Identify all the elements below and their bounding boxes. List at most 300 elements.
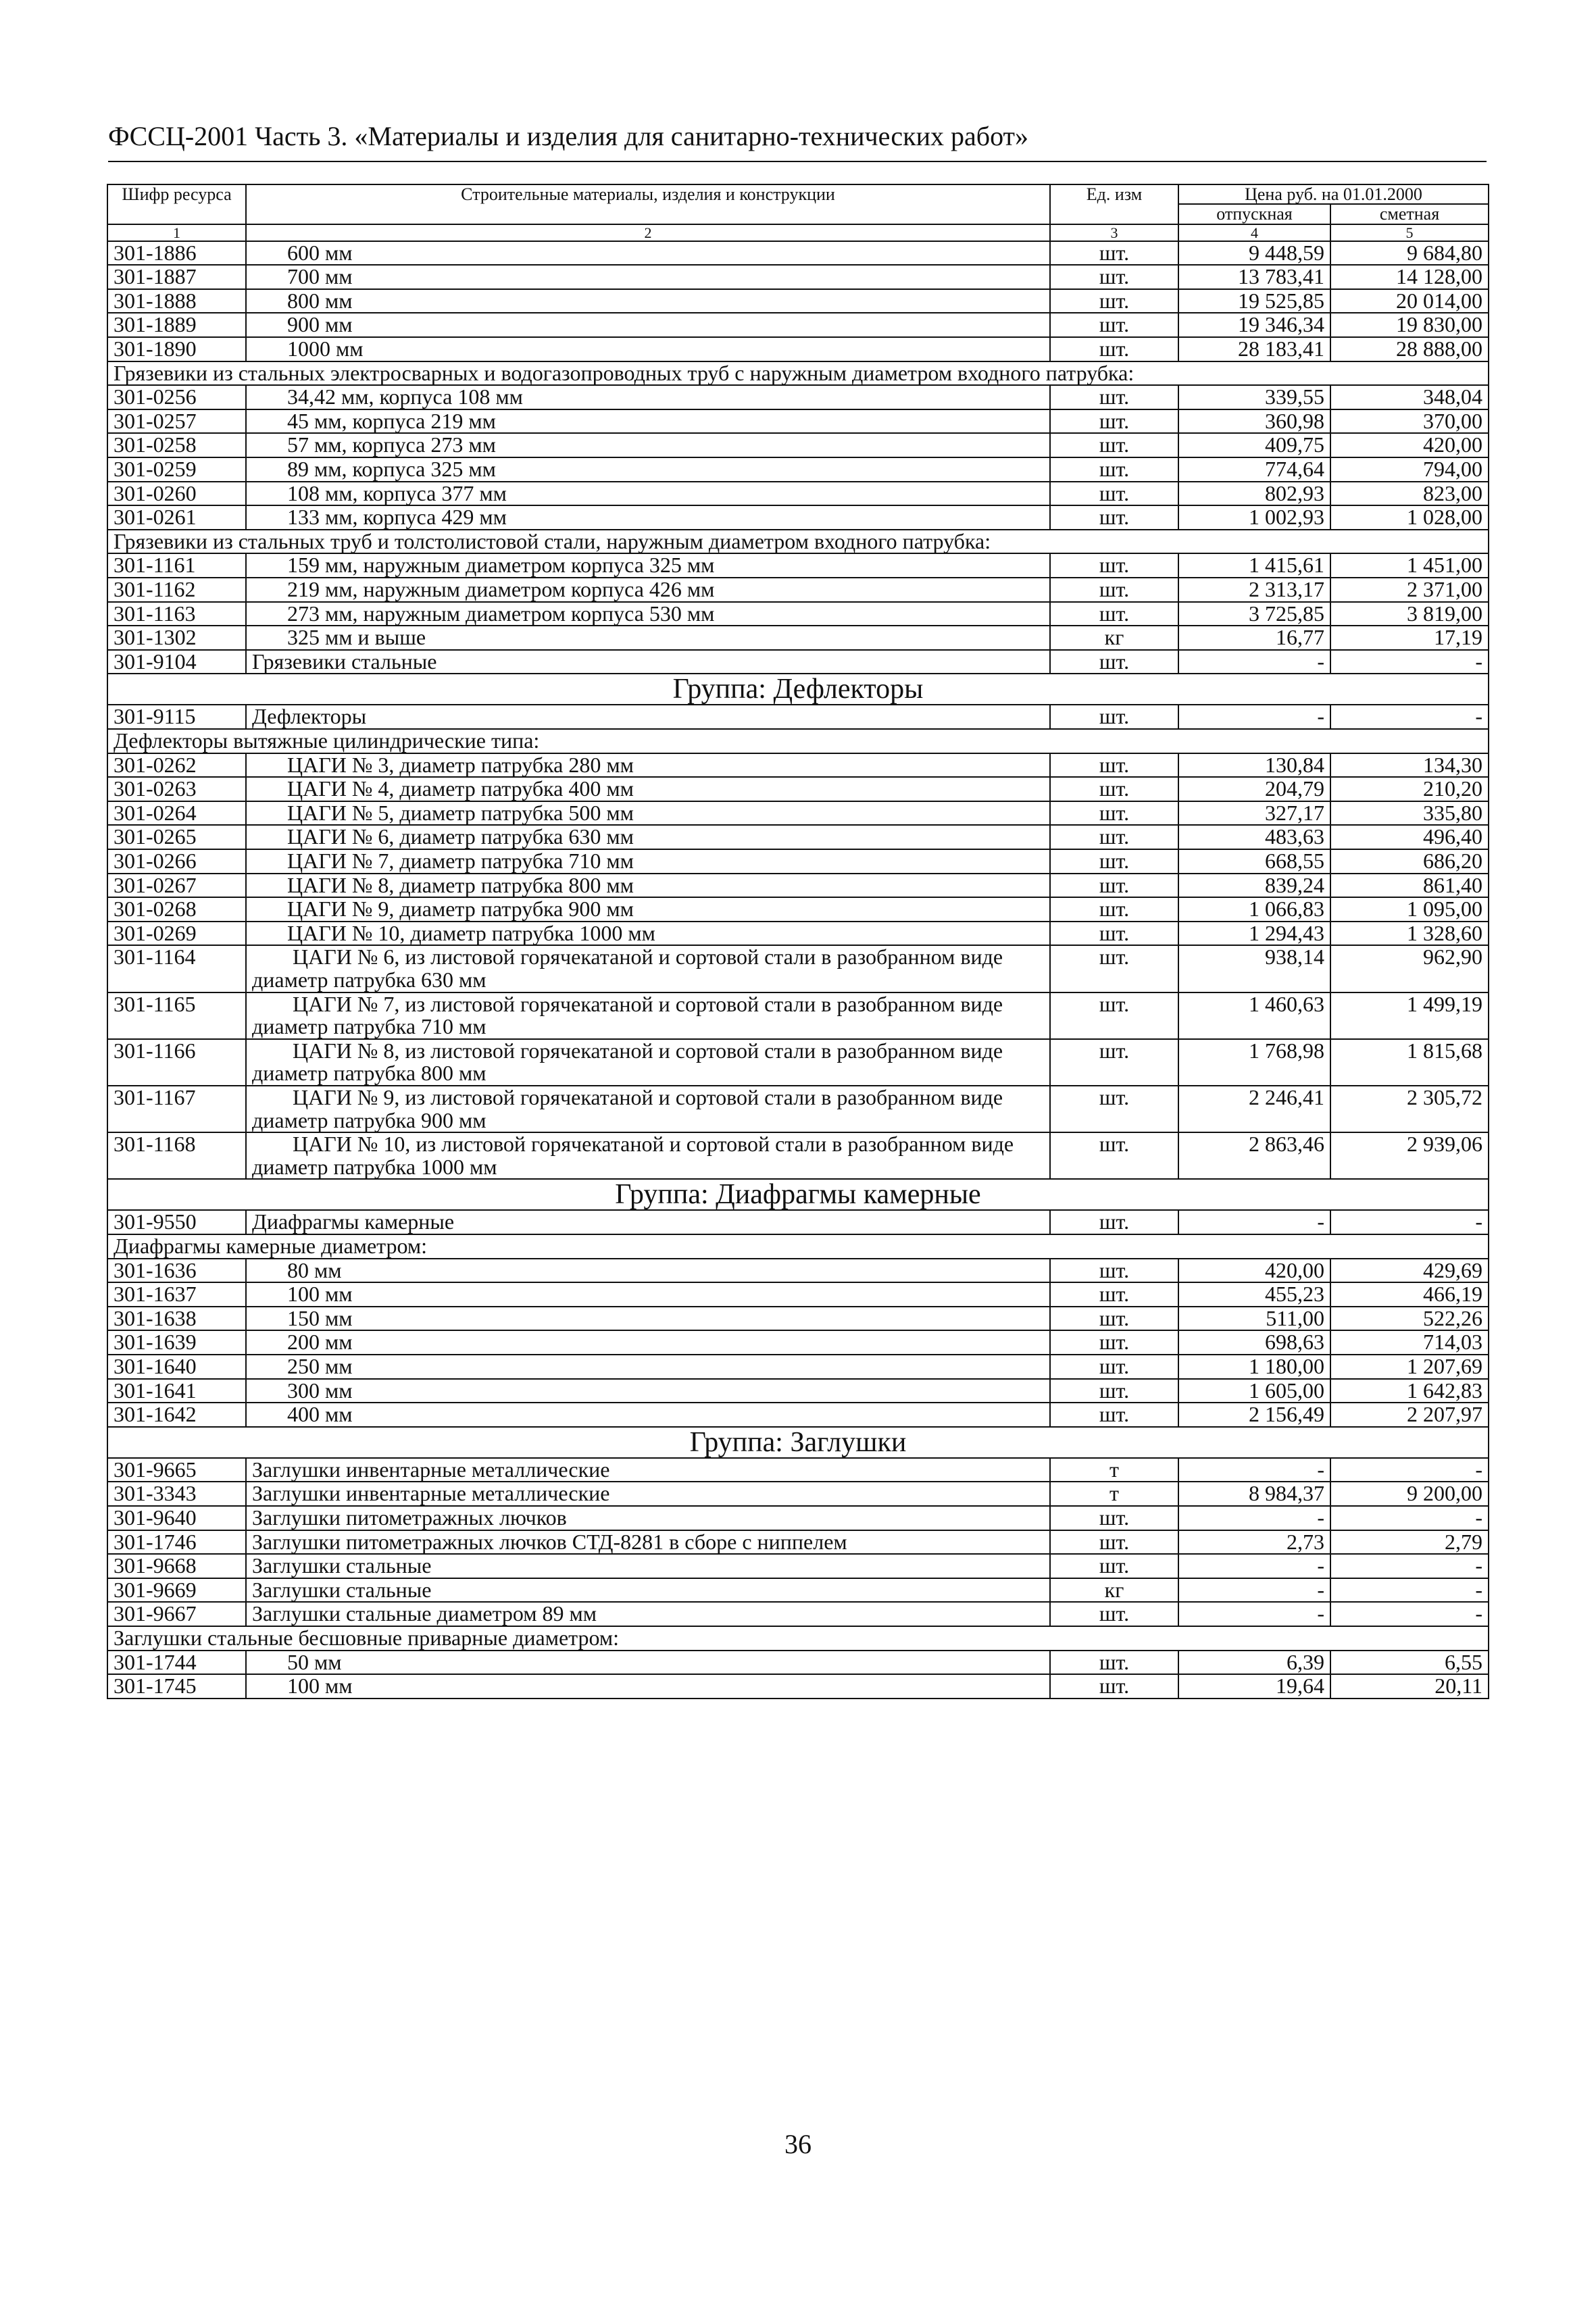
unit-of-measure: шт. bbox=[1050, 553, 1178, 578]
resource-code: 301-1641 bbox=[107, 1379, 246, 1403]
table-row bbox=[107, 1379, 1489, 1403]
release-price: - bbox=[1178, 1554, 1330, 1578]
unit-of-measure: шт. bbox=[1050, 874, 1178, 898]
resource-code: 301-1639 bbox=[107, 1330, 246, 1355]
resource-code: 301-1890 bbox=[107, 337, 246, 361]
unit-of-measure: шт. bbox=[1050, 505, 1178, 530]
release-price: - bbox=[1178, 1210, 1330, 1234]
material-name: Заглушки питометражных лючков bbox=[246, 1506, 1050, 1530]
release-price: 1 768,98 bbox=[1178, 1039, 1330, 1086]
release-price: 938,14 bbox=[1178, 945, 1330, 992]
unit-of-measure: шт. bbox=[1050, 1355, 1178, 1379]
column-header-code: Шифр ресурса bbox=[107, 184, 246, 224]
resource-code: 301-1636 bbox=[107, 1259, 246, 1283]
table-row bbox=[107, 1259, 1489, 1283]
estimate-price: 6,55 bbox=[1330, 1651, 1489, 1675]
unit-of-measure: шт. bbox=[1050, 1259, 1178, 1283]
group-row bbox=[107, 1427, 1489, 1458]
material-name: ЦАГИ № 6, из листовой горячекатаной и сортовой стали в разобранном виде диаметр патрубка 630 мм bbox=[246, 945, 1050, 992]
unit-of-measure: шт. bbox=[1050, 650, 1178, 674]
section-heading: Дефлекторы вытяжные цилиндрические типа: bbox=[107, 729, 1489, 753]
unit-of-measure: шт. bbox=[1050, 825, 1178, 849]
resource-code: 301-9669 bbox=[107, 1578, 246, 1603]
price-table bbox=[107, 184, 1489, 1699]
unit-of-measure: шт. bbox=[1050, 945, 1178, 992]
estimate-price: 335,80 bbox=[1330, 801, 1489, 826]
unit-of-measure: шт. bbox=[1050, 849, 1178, 874]
table-row bbox=[107, 409, 1489, 434]
estimate-price: 962,90 bbox=[1330, 945, 1489, 992]
estimate-price: 1 815,68 bbox=[1330, 1039, 1489, 1086]
release-price: 3 725,85 bbox=[1178, 602, 1330, 626]
material-name: 108 мм, корпуса 377 мм bbox=[246, 482, 1050, 506]
unit-of-measure: шт. bbox=[1050, 801, 1178, 826]
table-row bbox=[107, 777, 1489, 801]
estimate-price: 3 819,00 bbox=[1330, 602, 1489, 626]
unit-of-measure: шт. bbox=[1050, 1506, 1178, 1530]
group-heading: Группа: Заглушки bbox=[107, 1427, 1489, 1458]
column-number: 3 bbox=[1050, 224, 1178, 241]
unit-of-measure: шт. bbox=[1050, 1530, 1178, 1555]
material-name: 100 мм bbox=[246, 1282, 1050, 1307]
material-name: Заглушки питометражных лючков СТД-8281 в сборе с ниппелем bbox=[246, 1530, 1050, 1555]
material-name: ЦАГИ № 5, диаметр патрубка 500 мм bbox=[246, 801, 1050, 826]
release-price: 802,93 bbox=[1178, 482, 1330, 506]
release-price: 1 294,43 bbox=[1178, 922, 1330, 946]
table-row bbox=[107, 1403, 1489, 1427]
material-name: 100 мм bbox=[246, 1674, 1050, 1699]
resource-code: 301-9667 bbox=[107, 1602, 246, 1626]
table-row bbox=[107, 1210, 1489, 1234]
material-name: 80 мм bbox=[246, 1259, 1050, 1283]
table-row bbox=[107, 992, 1489, 1039]
estimate-price: 861,40 bbox=[1330, 874, 1489, 898]
table-row bbox=[107, 385, 1489, 409]
group-row bbox=[107, 1179, 1489, 1210]
material-name: 250 мм bbox=[246, 1355, 1050, 1379]
estimate-price: 496,40 bbox=[1330, 825, 1489, 849]
estimate-price: - bbox=[1330, 1210, 1489, 1234]
resource-code: 301-3343 bbox=[107, 1482, 246, 1506]
release-price: 204,79 bbox=[1178, 777, 1330, 801]
estimate-price: 28 888,00 bbox=[1330, 337, 1489, 361]
unit-of-measure: шт. bbox=[1050, 433, 1178, 457]
estimate-price: - bbox=[1330, 705, 1489, 729]
unit-of-measure: шт. bbox=[1050, 777, 1178, 801]
resource-code: 301-1302 bbox=[107, 626, 246, 650]
section-row bbox=[107, 1234, 1489, 1259]
section-row bbox=[107, 361, 1489, 386]
group-row bbox=[107, 674, 1489, 705]
unit-of-measure: т bbox=[1050, 1458, 1178, 1482]
resource-code: 301-1888 bbox=[107, 289, 246, 313]
unit-of-measure: шт. bbox=[1050, 1086, 1178, 1132]
estimate-price: 2,79 bbox=[1330, 1530, 1489, 1555]
resource-code: 301-1640 bbox=[107, 1355, 246, 1379]
release-price: - bbox=[1178, 1506, 1330, 1530]
header-rule bbox=[108, 161, 1487, 162]
unit-of-measure: шт. bbox=[1050, 457, 1178, 482]
estimate-price: - bbox=[1330, 1602, 1489, 1626]
unit-of-measure: шт. bbox=[1050, 578, 1178, 602]
unit-of-measure: шт. bbox=[1050, 1403, 1178, 1427]
release-price: 2 246,41 bbox=[1178, 1086, 1330, 1132]
resource-code: 301-1168 bbox=[107, 1132, 246, 1179]
material-name: 325 мм и выше bbox=[246, 626, 1050, 650]
resource-code: 301-0259 bbox=[107, 457, 246, 482]
unit-of-measure: шт. bbox=[1050, 922, 1178, 946]
material-name: 219 мм, наружным диаметром корпуса 426 мм bbox=[246, 578, 1050, 602]
resource-code: 301-9668 bbox=[107, 1554, 246, 1578]
material-name: Дефлекторы bbox=[246, 705, 1050, 729]
table-row bbox=[107, 1530, 1489, 1555]
material-name: ЦАГИ № 3, диаметр патрубка 280 мм bbox=[246, 753, 1050, 778]
estimate-price: 1 095,00 bbox=[1330, 897, 1489, 922]
material-name: ЦАГИ № 9, диаметр патрубка 900 мм bbox=[246, 897, 1050, 922]
resource-code: 301-1889 bbox=[107, 313, 246, 337]
table-row bbox=[107, 337, 1489, 361]
resource-code: 301-0261 bbox=[107, 505, 246, 530]
release-price: - bbox=[1178, 705, 1330, 729]
table-row bbox=[107, 602, 1489, 626]
column-header-price-estimate: сметная bbox=[1330, 204, 1489, 224]
material-name: Заглушки инвентарные металлические bbox=[246, 1458, 1050, 1482]
estimate-price: 2 371,00 bbox=[1330, 578, 1489, 602]
material-name: 133 мм, корпуса 429 мм bbox=[246, 505, 1050, 530]
table-row bbox=[107, 849, 1489, 874]
estimate-price: - bbox=[1330, 1458, 1489, 1482]
estimate-price: 420,00 bbox=[1330, 433, 1489, 457]
estimate-price: 1 499,19 bbox=[1330, 992, 1489, 1039]
estimate-price: 17,19 bbox=[1330, 626, 1489, 650]
resource-code: 301-1161 bbox=[107, 553, 246, 578]
table-row bbox=[107, 825, 1489, 849]
unit-of-measure: шт. bbox=[1050, 602, 1178, 626]
release-price: 839,24 bbox=[1178, 874, 1330, 898]
resource-code: 301-0266 bbox=[107, 849, 246, 874]
section-row bbox=[107, 729, 1489, 753]
estimate-price: 1 642,83 bbox=[1330, 1379, 1489, 1403]
material-name: ЦАГИ № 8, диаметр патрубка 800 мм bbox=[246, 874, 1050, 898]
release-price: 6,39 bbox=[1178, 1651, 1330, 1675]
table-row bbox=[107, 1039, 1489, 1086]
resource-code: 301-9640 bbox=[107, 1506, 246, 1530]
estimate-price: 2 207,97 bbox=[1330, 1403, 1489, 1427]
estimate-price: 210,20 bbox=[1330, 777, 1489, 801]
release-price: 130,84 bbox=[1178, 753, 1330, 778]
resource-code: 301-9104 bbox=[107, 650, 246, 674]
material-name: 600 мм bbox=[246, 241, 1050, 266]
release-price: 511,00 bbox=[1178, 1307, 1330, 1331]
material-name: 400 мм bbox=[246, 1403, 1050, 1427]
release-price: 2,73 bbox=[1178, 1530, 1330, 1555]
unit-of-measure: шт. bbox=[1050, 482, 1178, 506]
estimate-price: 20,11 bbox=[1330, 1674, 1489, 1699]
table-row bbox=[107, 1355, 1489, 1379]
release-price: 28 183,41 bbox=[1178, 337, 1330, 361]
table-row bbox=[107, 874, 1489, 898]
unit-of-measure: шт. bbox=[1050, 1132, 1178, 1179]
table-row bbox=[107, 433, 1489, 457]
unit-of-measure: кг bbox=[1050, 626, 1178, 650]
table-row bbox=[107, 1674, 1489, 1699]
release-price: 1 605,00 bbox=[1178, 1379, 1330, 1403]
table-row bbox=[107, 289, 1489, 313]
section-heading: Заглушки стальные бесшовные приварные диаметром: bbox=[107, 1626, 1489, 1651]
unit-of-measure: шт. bbox=[1050, 897, 1178, 922]
material-name: 150 мм bbox=[246, 1307, 1050, 1331]
table-row bbox=[107, 945, 1489, 992]
resource-code: 301-1166 bbox=[107, 1039, 246, 1086]
estimate-price: - bbox=[1330, 1554, 1489, 1578]
release-price: 774,64 bbox=[1178, 457, 1330, 482]
estimate-price: 686,20 bbox=[1330, 849, 1489, 874]
estimate-price: 19 830,00 bbox=[1330, 313, 1489, 337]
unit-of-measure: шт. bbox=[1050, 1602, 1178, 1626]
release-price: 409,75 bbox=[1178, 433, 1330, 457]
unit-of-measure: т bbox=[1050, 1482, 1178, 1506]
material-name: ЦАГИ № 6, диаметр патрубка 630 мм bbox=[246, 825, 1050, 849]
resource-code: 301-9665 bbox=[107, 1458, 246, 1482]
table-row bbox=[107, 265, 1489, 289]
release-price: - bbox=[1178, 1602, 1330, 1626]
table-row bbox=[107, 1282, 1489, 1307]
material-name: Грязевики стальные bbox=[246, 650, 1050, 674]
column-number: 2 bbox=[246, 224, 1050, 241]
material-name: ЦАГИ № 10, диаметр патрубка 1000 мм bbox=[246, 922, 1050, 946]
unit-of-measure: шт. bbox=[1050, 1039, 1178, 1086]
section-heading: Грязевики из стальных электросварных и водогазопроводных труб с наружным диаметром входного патрубка: bbox=[107, 361, 1489, 386]
material-name: 800 мм bbox=[246, 289, 1050, 313]
resource-code: 301-0258 bbox=[107, 433, 246, 457]
release-price: 19 525,85 bbox=[1178, 289, 1330, 313]
release-price: 2 863,46 bbox=[1178, 1132, 1330, 1179]
release-price: 9 448,59 bbox=[1178, 241, 1330, 266]
resource-code: 301-1744 bbox=[107, 1651, 246, 1675]
table-row bbox=[107, 650, 1489, 674]
resource-code: 301-1887 bbox=[107, 265, 246, 289]
unit-of-measure: шт. bbox=[1050, 1651, 1178, 1675]
resource-code: 301-0267 bbox=[107, 874, 246, 898]
material-name: 34,42 мм, корпуса 108 мм bbox=[246, 385, 1050, 409]
material-name: Заглушки стальные bbox=[246, 1578, 1050, 1603]
estimate-price: 370,00 bbox=[1330, 409, 1489, 434]
release-price: 2 313,17 bbox=[1178, 578, 1330, 602]
column-number: 4 bbox=[1178, 224, 1330, 241]
table-row bbox=[107, 1554, 1489, 1578]
estimate-price: 2 939,06 bbox=[1330, 1132, 1489, 1179]
estimate-price: 1 028,00 bbox=[1330, 505, 1489, 530]
table-row bbox=[107, 705, 1489, 729]
table-row bbox=[107, 801, 1489, 826]
table-row bbox=[107, 1132, 1489, 1179]
material-name: ЦАГИ № 9, из листовой горячекатаной и сортовой стали в разобранном виде диаметр патрубка 900 мм bbox=[246, 1086, 1050, 1132]
release-price: 698,63 bbox=[1178, 1330, 1330, 1355]
estimate-price: 20 014,00 bbox=[1330, 289, 1489, 313]
table-row bbox=[107, 1458, 1489, 1482]
estimate-price: 466,19 bbox=[1330, 1282, 1489, 1307]
material-name: ЦАГИ № 4, диаметр патрубка 400 мм bbox=[246, 777, 1050, 801]
resource-code: 301-1164 bbox=[107, 945, 246, 992]
release-price: 360,98 bbox=[1178, 409, 1330, 434]
group-heading: Группа: Дефлекторы bbox=[107, 674, 1489, 705]
table-row bbox=[107, 482, 1489, 506]
table-row bbox=[107, 1330, 1489, 1355]
estimate-price: 14 128,00 bbox=[1330, 265, 1489, 289]
material-name: 300 мм bbox=[246, 1379, 1050, 1403]
estimate-price: 794,00 bbox=[1330, 457, 1489, 482]
resource-code: 301-0265 bbox=[107, 825, 246, 849]
unit-of-measure: шт. bbox=[1050, 1282, 1178, 1307]
resource-code: 301-1167 bbox=[107, 1086, 246, 1132]
material-name: 89 мм, корпуса 325 мм bbox=[246, 457, 1050, 482]
table-row bbox=[107, 897, 1489, 922]
resource-code: 301-9550 bbox=[107, 1210, 246, 1234]
release-price: 327,17 bbox=[1178, 801, 1330, 826]
material-name: 50 мм bbox=[246, 1651, 1050, 1675]
unit-of-measure: шт. bbox=[1050, 265, 1178, 289]
resource-code: 301-1162 bbox=[107, 578, 246, 602]
estimate-price: 9 684,80 bbox=[1330, 241, 1489, 266]
column-header-price-release: отпускная bbox=[1178, 204, 1330, 224]
resource-code: 301-1746 bbox=[107, 1530, 246, 1555]
material-name: 200 мм bbox=[246, 1330, 1050, 1355]
unit-of-measure: шт. bbox=[1050, 1210, 1178, 1234]
estimate-price: - bbox=[1330, 1506, 1489, 1530]
unit-of-measure: шт. bbox=[1050, 753, 1178, 778]
estimate-price: 1 328,60 bbox=[1330, 922, 1489, 946]
material-name: Заглушки инвентарные металлические bbox=[246, 1482, 1050, 1506]
release-price: 13 783,41 bbox=[1178, 265, 1330, 289]
unit-of-measure: шт. bbox=[1050, 409, 1178, 434]
resource-code: 301-1745 bbox=[107, 1674, 246, 1699]
material-name: Заглушки стальные диаметром 89 мм bbox=[246, 1602, 1050, 1626]
unit-of-measure: шт. bbox=[1050, 337, 1178, 361]
estimate-price: 714,03 bbox=[1330, 1330, 1489, 1355]
release-price: 339,55 bbox=[1178, 385, 1330, 409]
material-name: ЦАГИ № 7, из листовой горячекатаной и сортовой стали в разобранном виде диаметр патрубка 710 мм bbox=[246, 992, 1050, 1039]
release-price: 2 156,49 bbox=[1178, 1403, 1330, 1427]
material-name: ЦАГИ № 10, из листовой горячекатаной и сортовой стали в разобранном виде диаметр патрубка 1000 мм bbox=[246, 1132, 1050, 1179]
resource-code: 301-0269 bbox=[107, 922, 246, 946]
release-price: 19 346,34 bbox=[1178, 313, 1330, 337]
table-row bbox=[107, 1651, 1489, 1675]
section-heading: Диафрагмы камерные диаметром: bbox=[107, 1234, 1489, 1259]
estimate-price: 1 451,00 bbox=[1330, 553, 1489, 578]
table-body bbox=[107, 241, 1489, 1699]
release-price: 420,00 bbox=[1178, 1259, 1330, 1283]
estimate-price: 348,04 bbox=[1330, 385, 1489, 409]
table-row bbox=[107, 241, 1489, 266]
resource-code: 301-0257 bbox=[107, 409, 246, 434]
group-heading: Группа: Диафрагмы камерные bbox=[107, 1179, 1489, 1210]
resource-code: 301-0260 bbox=[107, 482, 246, 506]
material-name: 700 мм bbox=[246, 265, 1050, 289]
unit-of-measure: кг bbox=[1050, 1578, 1178, 1603]
material-name: 1000 мм bbox=[246, 337, 1050, 361]
section-row bbox=[107, 1626, 1489, 1651]
table-row bbox=[107, 1506, 1489, 1530]
page-number: 36 bbox=[784, 2129, 812, 2159]
resource-code: 301-0256 bbox=[107, 385, 246, 409]
estimate-price: - bbox=[1330, 1578, 1489, 1603]
release-price: 19,64 bbox=[1178, 1674, 1330, 1699]
estimate-price: 2 305,72 bbox=[1330, 1086, 1489, 1132]
material-name: 159 мм, наружным диаметром корпуса 325 мм bbox=[246, 553, 1050, 578]
resource-code: 301-1165 bbox=[107, 992, 246, 1039]
estimate-price: 429,69 bbox=[1330, 1259, 1489, 1283]
unit-of-measure: шт. bbox=[1050, 1307, 1178, 1331]
release-price: - bbox=[1178, 1458, 1330, 1482]
release-price: 1 415,61 bbox=[1178, 553, 1330, 578]
table-row bbox=[107, 753, 1489, 778]
section-row bbox=[107, 530, 1489, 554]
release-price: - bbox=[1178, 650, 1330, 674]
table-row bbox=[107, 578, 1489, 602]
material-name: ЦАГИ № 7, диаметр патрубка 710 мм bbox=[246, 849, 1050, 874]
material-name: 900 мм bbox=[246, 313, 1050, 337]
material-name: 273 мм, наружным диаметром корпуса 530 мм bbox=[246, 602, 1050, 626]
estimate-price: 823,00 bbox=[1330, 482, 1489, 506]
release-price: 1 460,63 bbox=[1178, 992, 1330, 1039]
unit-of-measure: шт. bbox=[1050, 1674, 1178, 1699]
table-row bbox=[107, 1086, 1489, 1132]
column-header-unit: Ед. изм bbox=[1050, 184, 1178, 224]
unit-of-measure: шт. bbox=[1050, 992, 1178, 1039]
estimate-price: - bbox=[1330, 650, 1489, 674]
column-number: 5 bbox=[1330, 224, 1489, 241]
table-row bbox=[107, 313, 1489, 337]
column-header-name: Строительные материалы, изделия и конструкции bbox=[246, 184, 1050, 224]
column-number: 1 bbox=[107, 224, 246, 241]
release-price: 455,23 bbox=[1178, 1282, 1330, 1307]
table-row bbox=[107, 553, 1489, 578]
resource-code: 301-1886 bbox=[107, 241, 246, 266]
estimate-price: 1 207,69 bbox=[1330, 1355, 1489, 1379]
resource-code: 301-0263 bbox=[107, 777, 246, 801]
material-name: 57 мм, корпуса 273 мм bbox=[246, 433, 1050, 457]
page-header: ФССЦ-2001 Часть 3. «Материалы и изделия для санитарно-технических работ» bbox=[108, 121, 1029, 151]
material-name: ЦАГИ № 8, из листовой горячекатаной и сортовой стали в разобранном виде диаметр патрубка 800 мм bbox=[246, 1039, 1050, 1086]
table-row bbox=[107, 626, 1489, 650]
release-price: 483,63 bbox=[1178, 825, 1330, 849]
resource-code: 301-1642 bbox=[107, 1403, 246, 1427]
material-name: Диафрагмы камерные bbox=[246, 1210, 1050, 1234]
resource-code: 301-0262 bbox=[107, 753, 246, 778]
table-row bbox=[107, 1482, 1489, 1506]
release-price: 1 066,83 bbox=[1178, 897, 1330, 922]
resource-code: 301-9115 bbox=[107, 705, 246, 729]
table-header bbox=[107, 184, 1489, 241]
resource-code: 301-1638 bbox=[107, 1307, 246, 1331]
release-price: 16,77 bbox=[1178, 626, 1330, 650]
table-row bbox=[107, 922, 1489, 946]
release-price: 1 002,93 bbox=[1178, 505, 1330, 530]
material-name: Заглушки стальные bbox=[246, 1554, 1050, 1578]
release-price: 1 180,00 bbox=[1178, 1355, 1330, 1379]
table-row bbox=[107, 1307, 1489, 1331]
resource-code: 301-1637 bbox=[107, 1282, 246, 1307]
unit-of-measure: шт. bbox=[1050, 289, 1178, 313]
release-price: 668,55 bbox=[1178, 849, 1330, 874]
release-price: 8 984,37 bbox=[1178, 1482, 1330, 1506]
unit-of-measure: шт. bbox=[1050, 705, 1178, 729]
table-row bbox=[107, 457, 1489, 482]
estimate-price: 134,30 bbox=[1330, 753, 1489, 778]
resource-code: 301-1163 bbox=[107, 602, 246, 626]
unit-of-measure: шт. bbox=[1050, 385, 1178, 409]
table-row bbox=[107, 1578, 1489, 1603]
